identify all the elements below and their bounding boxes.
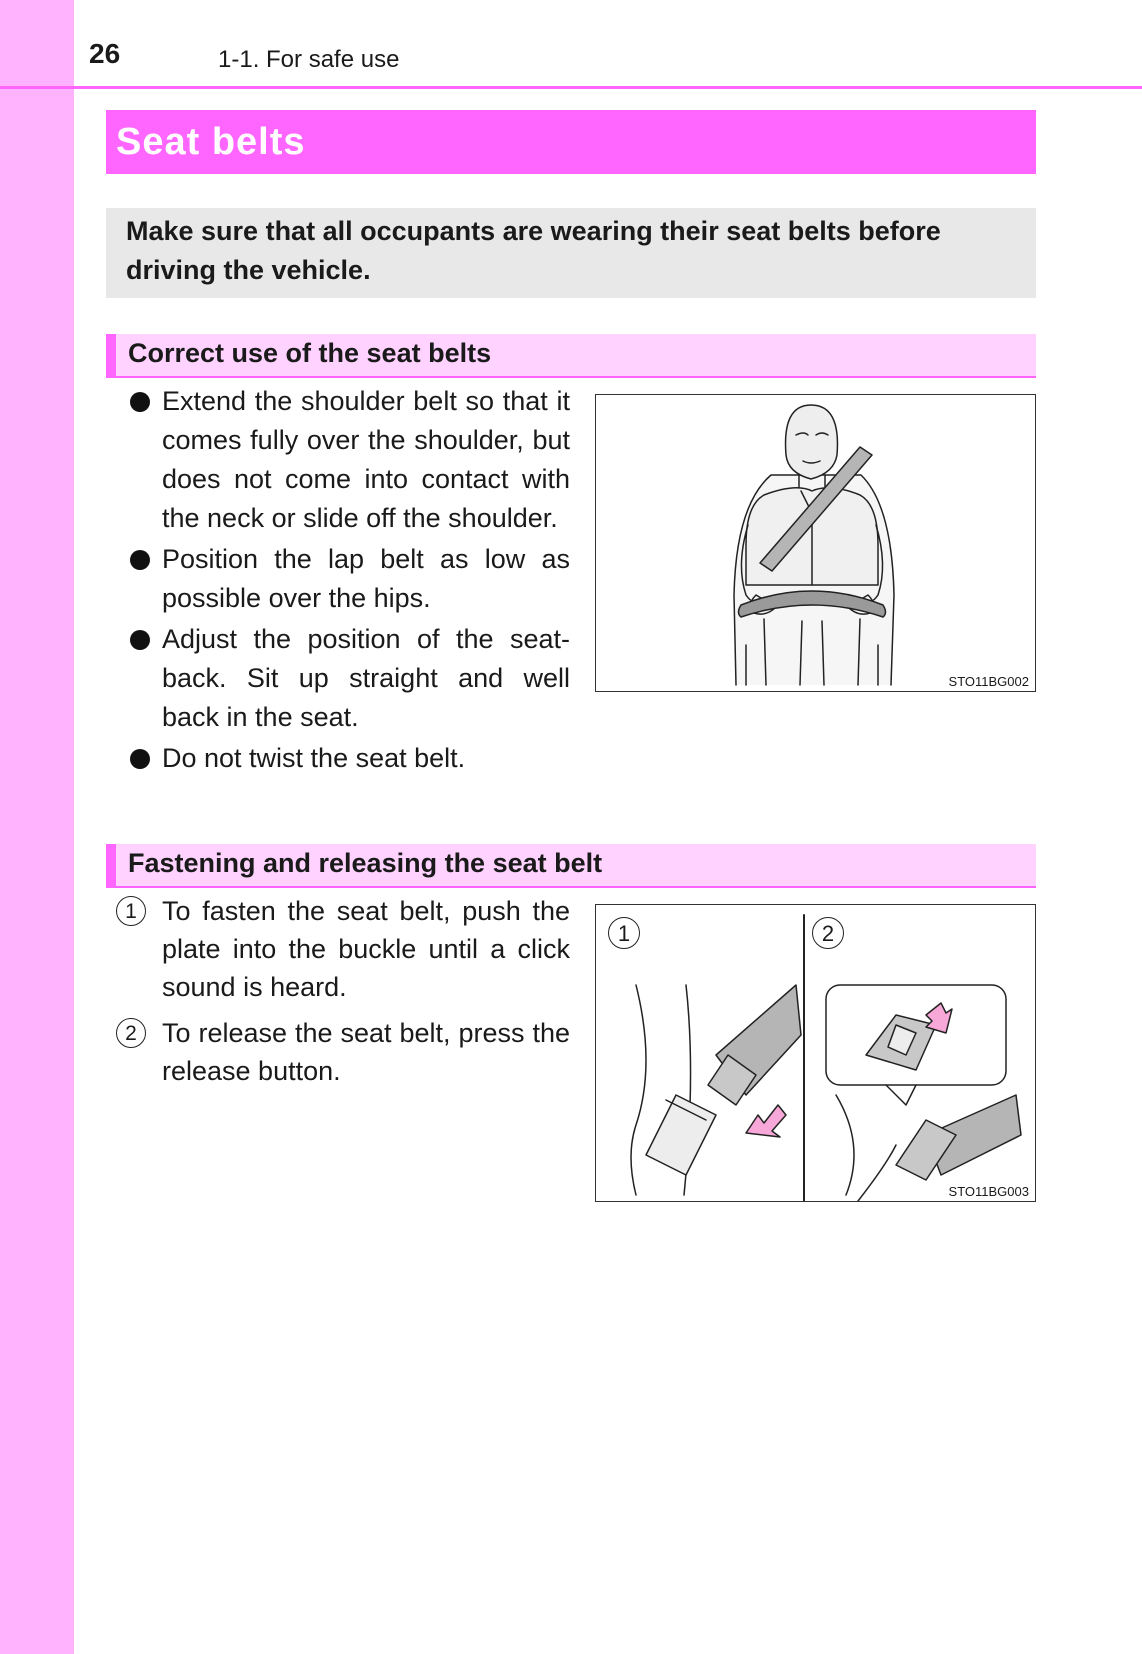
side-tab-strip (0, 0, 74, 1654)
list-item: Position the lap belt as low as possible over the hips. (130, 540, 570, 618)
list-item: 2 To release the seat belt, press the release button. (116, 1014, 570, 1090)
heading-correct-use: Correct use of the seat belts (106, 334, 1036, 378)
page-title: Seat belts (106, 110, 1036, 174)
panel-marker-2: 2 (812, 917, 844, 949)
step-number-1: 1 (116, 896, 146, 926)
step-number-2: 2 (116, 1018, 146, 1048)
page-number: 26 (89, 38, 121, 69)
seated-person-wearing-seat-belt-illustration (596, 395, 1036, 692)
bullet-icon (130, 392, 150, 412)
figure-buckle (595, 904, 1036, 1202)
heading-fastening: Fastening and releasing the seat belt (106, 844, 1036, 888)
bullet-icon (130, 749, 150, 769)
bullet-icon (130, 550, 150, 570)
figure-code: STO11BG003 (948, 1184, 1029, 1199)
panel-marker-1: 1 (608, 917, 640, 949)
list-item: Adjust the position of the seat-back. Sit up straight and well back in the seat. (130, 620, 570, 737)
intro-note: Make sure that all occupants are wearing their seat belts before driving the vehicle. (106, 208, 1036, 298)
list-item: 1 To fasten the seat belt, push the plate into the buckle until a click sound is heard. (116, 892, 570, 1006)
header-divider (0, 86, 1142, 89)
bullet-icon (130, 630, 150, 650)
list-item: Extend the shoulder belt so that it comes fully over the shoulder, but does not come into contact with the neck or slide off the shoulder. (130, 382, 570, 538)
list-item: Do not twist the seat belt. (130, 739, 570, 778)
correct-use-list (130, 382, 570, 780)
buckle-fasten-release-illustration (596, 905, 1036, 1202)
section-breadcrumb: 1-1. For safe use (218, 46, 400, 73)
figure-code: STO11BG002 (948, 674, 1029, 689)
fastening-steps (116, 892, 570, 1098)
figure-seated-person (595, 394, 1036, 692)
